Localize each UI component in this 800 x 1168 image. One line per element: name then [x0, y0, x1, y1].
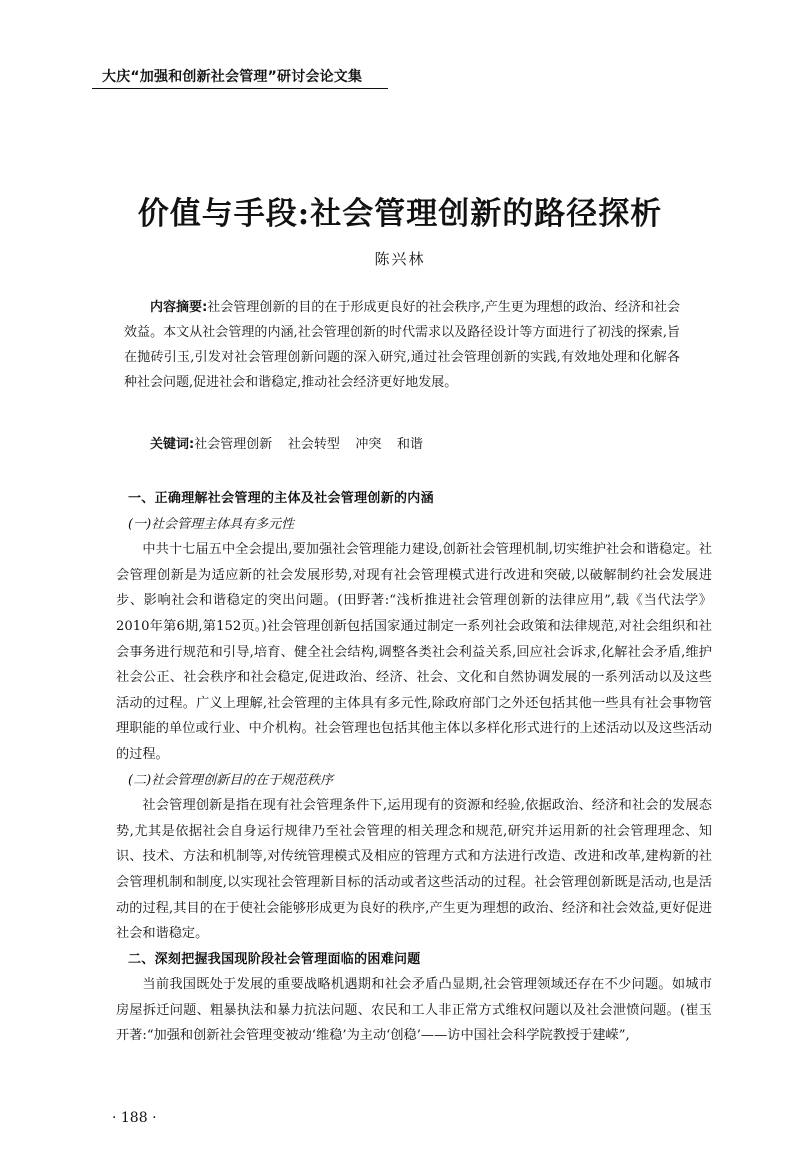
body-paragraph: 当前我国既处于发展的重要战略机遇期和社会矛盾凸显期,社会管理领域还存在不少问题。如城市房屋拆迁问题、粗暴执法和暴力抗法问题、农民和工人非正常方式维权问题以及社会泄愤问题。(崔玉开著:“加强和创新社会管理变被动‘维稳’为主动‘创稳’——访中国社会科学院教授于建嵘”, [116, 977, 712, 1044]
keyword: 社会转型 [287, 437, 340, 452]
article-title: 价值与手段:社会管理创新的路径探析 [137, 196, 663, 232]
subsection-heading: (一)社会管理主体具有多元性 [128, 516, 295, 532]
keyword: 社会管理创新 [194, 437, 273, 452]
author-name: 陈兴林 [374, 250, 426, 268]
section-heading: 二、深刻把握我国现阶段社会管理面临的困难问题 [128, 951, 421, 967]
abstract-text: 社会管理创新的目的在于形成更良好的社会秩序,产生更为理想的政治、经济和社会效益。本文从社会管理的内涵,社会管理创新的时代需求以及路径设计等方面进行了初浅的探索,旨在抛砖引玉,引发对社会管理创新问题的深入研究,通过社会管理创新的实践,有效地处理和化解各种社会问题,促进社会和谐稳定,推动社会经济更好地发展。 [124, 300, 680, 390]
article-body [116, 486, 712, 1049]
body-paragraph: 中共十七届五中全会提出,要加强社会管理能力建设,创新社会管理机制,切实维护社会和谐稳定。社会管理创新是为适应新的社会发展形势,对现有社会管理模式进行改进和突破,以破解制约社会发展进步、影响社会和谐稳定的突出问题。(田野著:“浅析推进社会管理创新的法律应用”,载《当代法学》2010年第6期,第152页。)社会管理创新包括国家通过制定一系列社会政策和法律规范,对社会组织和社会事务进行规范和引导,培育、健全社会结构,调整各类社会利益关系,回应社会诉求,化解社会矛盾,维护社会公正、社会秩序和社会稳定,促进政治、经济、社会、文化和自然协调发展的一系列活动以及这些活动的过程。广义上理解,社会管理的主体具有多元性,除政府部门之外还包括其他一些具有社会事物管理职能的单位或行业、中介机构。社会管理也包括其他主体以多样化形式进行的上述活动以及这些活动的过程。 [116, 542, 712, 762]
subsection-heading: (二)社会管理创新目的在于规范秩序 [128, 772, 334, 788]
header-rule [92, 88, 388, 89]
section-heading: 一、正确理解社会管理的主体及社会管理创新的内涵 [128, 491, 434, 506]
keyword: 和谐 [397, 437, 424, 452]
abstract-label: 内容摘要: [150, 300, 208, 315]
body-paragraph: 社会管理创新是指在现有社会管理条件下,运用现有的资源和经验,依据政治、经济和社会的发展态势,尤其是依据社会自身运行规律乃至社会管理的相关理念和规范,研究并运用新的社会管理理念、知识、技术、方法和机制等,对传统管理模式及相应的管理方式和方法进行改造、改进和改革,建构新的社会管理机制和制度,以实现社会管理新目标的活动或者这些活动的过程。社会管理创新既是活动,也是活动的过程,其目的在于使社会能够形成更为良好的秩序,产生更为理想的政治、经济和社会效益,更好促进社会和谐稳定。 [116, 798, 712, 942]
page-number: · 188 · [112, 1110, 157, 1126]
running-header: 大庆“加强和创新社会管理”研讨会论文集 [102, 69, 363, 85]
abstract [124, 295, 680, 395]
keywords-label: 关键词: [150, 437, 195, 452]
keyword: 冲突 [355, 437, 382, 452]
keywords [124, 432, 680, 457]
